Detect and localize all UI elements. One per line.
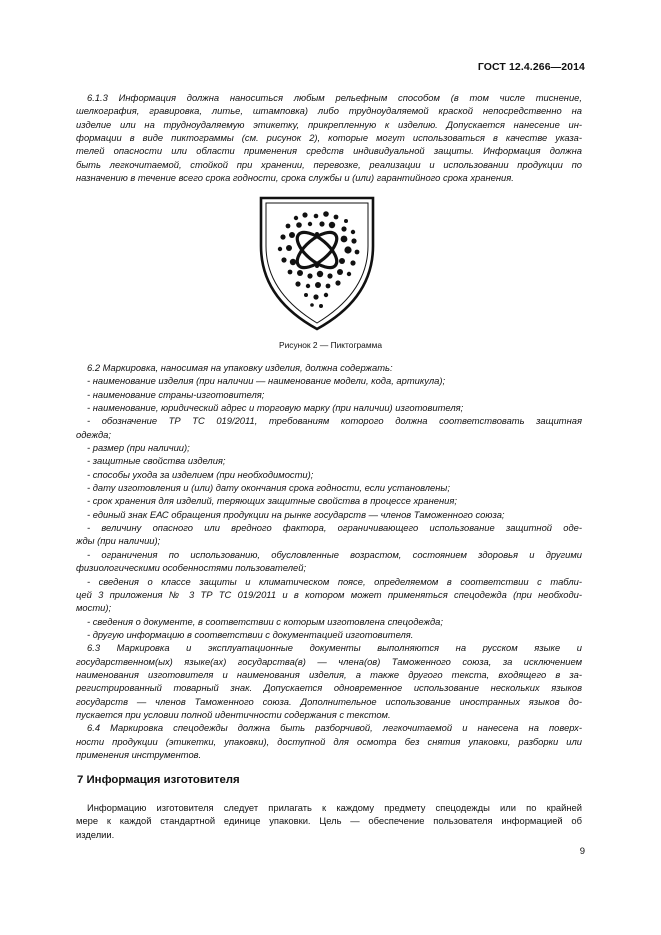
section-7-text <box>76 801 582 841</box>
section-title: 7 Информация изготовителя <box>77 774 240 786</box>
text-line: быть легкочитаемой, стойкой при хранении, перевозке, реализации и использовании продукции по <box>76 158 582 170</box>
text-line: 6.4 Маркировка спецодежды должна быть разборчивой, легкочитаемой и нанесена на поверх- <box>87 722 582 734</box>
pictogram-dot <box>286 245 292 251</box>
pictogram-dot <box>294 216 298 220</box>
text-line: - единый знак ЕАС обращения продукции на рынке государств — членов Таможенного союза; <box>87 508 505 520</box>
section-6-2-6-4-text <box>76 361 582 761</box>
pictogram-dot <box>344 219 348 223</box>
pictogram-dot <box>351 238 356 243</box>
pictogram-dot <box>313 294 318 299</box>
pictogram-dot <box>308 222 312 226</box>
pictogram-dot <box>306 284 310 288</box>
text-line: - другую информацию в соответствии с документацией изготовителя. <box>87 628 414 640</box>
text-line: формации в виде пиктограммы (см. рисунок 2), которые могут использоваться в качестве указа- <box>76 132 582 144</box>
text-line: государств — членов Таможенного союза. Дополнительное использование иностранных языков до- <box>76 695 582 707</box>
page-number: 9 <box>579 846 585 857</box>
text-line: - величину опасного или вредного фактора, ограничивающего использование защитной оде- <box>87 522 582 534</box>
pictogram-shield-icon <box>258 194 376 332</box>
text-line: - ограничения по использованию, обусловленные возрастом, состоянием здоровья и другими <box>87 548 582 560</box>
text-line: 6.3 Маркировка и эксплуатационные документы выполняются на русском языке и <box>87 642 582 654</box>
text-line: применения инструментов. <box>76 748 202 760</box>
text-line: мости); <box>76 602 112 614</box>
text-line: - сведения о документе, в соответствии с которым изготовлена спецодежда; <box>87 615 443 627</box>
pictogram-dot <box>334 215 339 220</box>
text-line: - защитные свойства изделия; <box>87 455 226 467</box>
pictogram-dot <box>297 270 303 276</box>
text-line: телей опасности или области применения средств индивидуальной защиты. Информация должна <box>76 145 582 157</box>
pictogram-dot <box>280 234 285 239</box>
pictogram-dot <box>307 273 312 278</box>
text-line: регистрированный товарный знак. Допускается одновременное использование нескольких языков <box>76 682 582 694</box>
text-line: мере к каждой стандартной единице упаковки. Цель — обеспечение пользователя информацией об <box>76 815 582 827</box>
pictogram-dot <box>324 293 328 297</box>
paragraph-6-1-3 <box>76 91 582 184</box>
pictogram-dot <box>329 222 335 228</box>
pictogram-dot <box>341 236 348 243</box>
text-line: назначению в течение всего срока годности, срока службы и (или) гарантийного срока хранения. <box>76 172 514 184</box>
pictogram-dot <box>341 226 346 231</box>
text-line: 6.2 Маркировка, наносимая на упаковку изделия, должна содержать: <box>87 362 393 373</box>
text-line: наименования изготовителя и наименования изделия, а также другого текста, входящего в за- <box>76 668 582 680</box>
text-line: - наименование, юридический адрес и торговую марку (при наличии) изготовителя; <box>87 402 464 414</box>
pictogram-dot <box>355 250 360 255</box>
pictogram-dot <box>304 293 308 297</box>
text-line: Информацию изготовителя следует прилагать к каждому предмету спецодежды или по крайней <box>87 802 582 813</box>
pictogram-dot <box>335 280 340 285</box>
pictogram-dot <box>314 214 319 219</box>
pictogram-dot <box>286 224 291 229</box>
text-line: - сведения о классе защиты и климатическом поясе, определяемом в соответствии с табли- <box>87 575 582 587</box>
text-line: - наименование страны-изготовителя; <box>87 388 265 400</box>
text-line: государственном(ых) языке(ах) государства(в) — члена(ов) Таможенного союза, за исключением <box>76 655 582 667</box>
text-line: изделие или на трудноудаляемую этикетку, прикрепленную к изделию. Допускается нанесение ин- <box>76 118 582 130</box>
text-line: жды (при наличии); <box>76 535 161 547</box>
pictogram-dot <box>337 269 343 275</box>
pictogram-dot <box>302 212 307 217</box>
pictogram-dot <box>295 281 300 286</box>
pictogram-dot <box>281 257 286 262</box>
pictogram-dot <box>278 247 282 251</box>
text-line: - дату изготовления и (или) дату окончания срока годности, если установлены; <box>87 482 450 494</box>
figure-caption: Рисунок 2 — Пиктограмма <box>279 340 382 350</box>
pictogram-dot <box>323 211 329 217</box>
text-line: - наименование изделия (при наличии — наименование модели, кода, артикула); <box>87 375 446 387</box>
pictogram-dot <box>317 271 323 277</box>
pictogram-dot <box>290 259 296 265</box>
text-line: - срок хранения для изделий, теряющих защитные свойства в процессе хранения; <box>87 495 457 507</box>
text-line: - способы ухода за изделием (при необходимости); <box>87 468 314 480</box>
text-line: физиологическими особенностями пользователей; <box>76 562 307 574</box>
text-line: одежда; <box>76 428 111 440</box>
pictogram-dot <box>344 246 351 253</box>
text-line: - обозначение ТР ТС 019/2011, требованиям которого должна соответствовать защитная <box>87 415 582 427</box>
text-line: ности продукции (этикетки, упаковки), доступной для осмотра без снятия упаковки, разборки или <box>76 735 582 747</box>
text-line: 6.1.3 Информация должна наноситься любым рельефным способом (в том числе тиснение, <box>87 92 582 103</box>
pictogram-dot <box>315 282 321 288</box>
text-line: - размер (при наличии); <box>87 442 190 454</box>
pictogram-dot <box>327 273 332 278</box>
standard-header: ГОСТ 12.4.266—2014 <box>477 61 585 73</box>
pictogram-dot <box>289 232 295 238</box>
pictogram-dot <box>288 270 293 275</box>
text-line: пускается при условии полной идентичности содержания с текстом. <box>76 708 391 720</box>
text-line: изделии. <box>76 828 115 840</box>
text-line: шелкография, гравировка, литье, штамповка) либо трудноудаляемой краской непосредственно на <box>76 105 582 117</box>
pictogram-dot <box>350 260 355 265</box>
pictogram-dot <box>351 230 355 234</box>
pictogram-dot <box>339 258 345 264</box>
pictogram-dot <box>347 272 351 276</box>
pictogram-dot <box>310 303 314 307</box>
pictogram-dot <box>319 221 324 226</box>
text-line: цей 3 приложения № 3 ТР ТС 019/2011 и в котором может применяться спецодежда (при необходи- <box>76 588 582 600</box>
pictogram-dot <box>296 222 302 228</box>
pictogram-dot <box>319 304 323 308</box>
pictogram-dot <box>326 284 331 289</box>
